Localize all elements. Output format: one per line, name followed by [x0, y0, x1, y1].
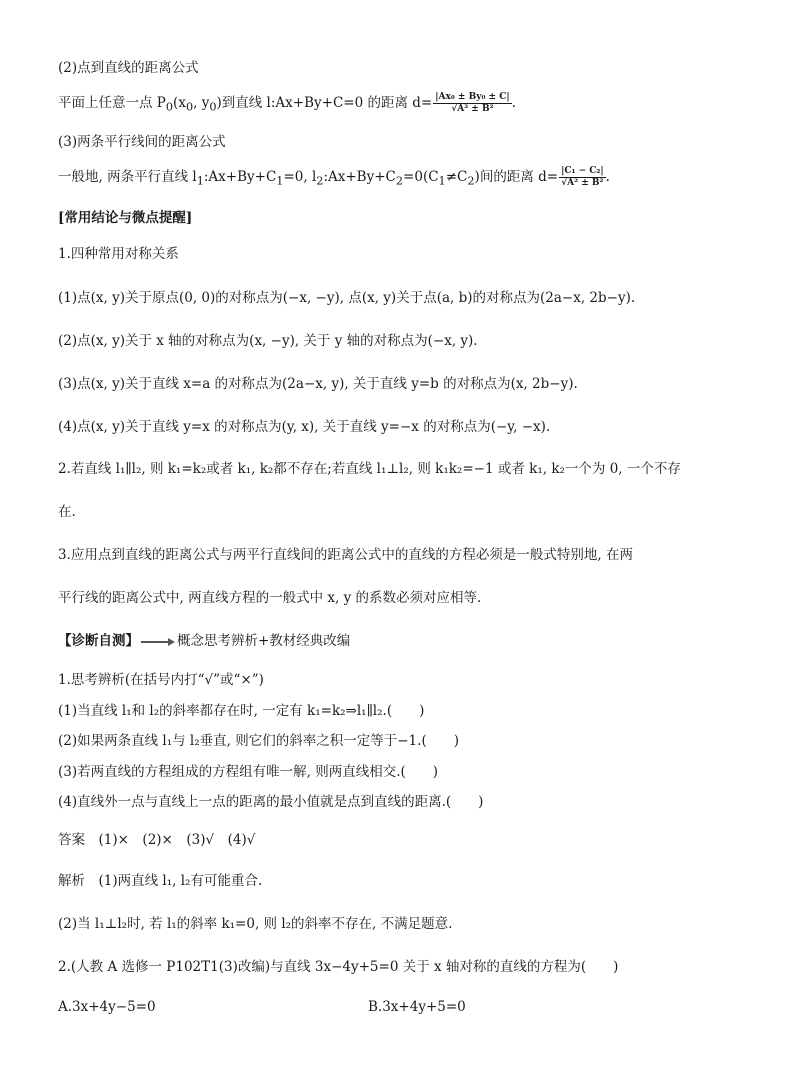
- analysis-line-2: (2)当 l₁⊥l₂时, 若 l₁的斜率 k₁=0, 则 l₂的斜率不存在, 不满足题意.: [58, 916, 453, 932]
- text: )到直线 l:Ax+By+C=0 的距离 d=: [216, 95, 433, 111]
- parallel-perpendicular-rule: 2.若直线 l₁∥l₂, 则 k₁=k₂或者 k₁, k₂都不存在;若直线 l₁⊥l₂, 则 k₁k₂=−1 或者 k₁, k₂一个为 0, 一个不存: [58, 461, 681, 477]
- symmetry-item-1: (1)点(x, y)关于原点(0, 0)的对称点为(−x, −y), 点(x, y)关于点(a, b)的对称点为(2a−x, 2b−y).: [58, 290, 636, 306]
- text: )间的距离 d=: [474, 169, 559, 185]
- point-line-distance-formula: [58, 92, 516, 118]
- fraction-numerator: |C₁ − C₂|: [561, 166, 604, 176]
- subscript: 2: [395, 174, 404, 188]
- symmetry-heading: 1.四种常用对称关系: [58, 246, 179, 262]
- text: .: [511, 95, 516, 111]
- text: :Ax+By+C: [203, 169, 277, 185]
- answer-line: 答案 (1)× (2)× (3)√ (4)√: [58, 832, 256, 848]
- text: , y: [193, 95, 210, 111]
- subscript: 0: [185, 100, 194, 114]
- question-1-title: 1.思考辨析(在括号内打“√”或“×”): [58, 672, 264, 688]
- question-2: 2.(人教 A 选修一 P102T1(3)改编)与直线 3x−4y+5=0 关于 x 轴对称的直线的方程为( ): [58, 959, 619, 975]
- subscript: 1: [438, 174, 446, 188]
- subscript: 2: [467, 174, 475, 188]
- text: =0(C: [403, 169, 439, 185]
- section-heading-point-line-distance: (2)点到直线的距离公式: [58, 60, 199, 76]
- section-heading-parallel-lines-distance: (3)两条平行线间的距离公式: [58, 134, 226, 150]
- distance-fraction: [559, 166, 606, 189]
- fraction-denominator: √A² ± B²: [451, 104, 494, 114]
- text: =0, l: [283, 169, 317, 185]
- text: :Ax+By+C: [323, 169, 396, 185]
- text: (x: [173, 95, 186, 111]
- analysis-line-1: 解析 (1)两直线 l₁, l₂有可能重合.: [58, 873, 263, 889]
- fraction-numerator: |Ax₀ ± By₀ ± C|: [435, 92, 510, 102]
- fraction-denominator: √A² ± B²: [561, 178, 604, 188]
- common-conclusions-heading: [常用结论与微点提醒]: [58, 210, 193, 226]
- arrow-shaft: [141, 641, 169, 643]
- option-a: A.3x+4y−5=0: [58, 999, 156, 1015]
- text: ≠C: [445, 169, 468, 185]
- general-form-note: 3.应用点到直线的距离公式与两平行直线间的距离公式中的直线的方程必须是一般式特别地, 在两: [58, 547, 633, 563]
- diagnostic-title: 【诊断自测】: [58, 633, 139, 649]
- option-b: B.3x+4y+5=0: [368, 999, 466, 1015]
- question-1-item-2: (2)如果两条直线 l₁与 l₂垂直, 则它们的斜率之积一定等于−1.( ): [58, 733, 459, 749]
- parallel-lines-distance-formula: [58, 166, 610, 192]
- subscript: 0: [209, 100, 217, 114]
- text: .: [605, 169, 610, 185]
- subscript: 1: [196, 174, 204, 188]
- parallel-perpendicular-rule-cont: 在.: [58, 504, 76, 520]
- subscript: 1: [276, 174, 284, 188]
- symmetry-item-4: (4)点(x, y)关于直线 y=x 的对称点为(y, x), 关于直线 y=−x 的对称点为(−y, −x).: [58, 419, 551, 435]
- symmetry-item-2: (2)点(x, y)关于 x 轴的对称点为(x, −y), 关于 y 轴的对称点为(−x, y).: [58, 333, 478, 349]
- diagnostic-subtitle: 概念思考辨析+教材经典改编: [177, 633, 351, 649]
- arrow-right-icon: [141, 637, 175, 647]
- text: 一般地, 两条平行直线 l: [58, 169, 197, 185]
- subscript: 2: [316, 174, 324, 188]
- question-1-item-4: (4)直线外一点与直线上一点的距离的最小值就是点到直线的距离.( ): [58, 794, 484, 810]
- text: 平面上任意一点 P: [58, 95, 166, 111]
- general-form-note-cont: 平行线的距离公式中, 两直线方程的一般式中 x, y 的系数必须对应相等.: [58, 590, 482, 606]
- symmetry-item-3: (3)点(x, y)关于直线 x=a 的对称点为(2a−x, y), 关于直线 y=b 的对称点为(x, 2b−y).: [58, 376, 578, 392]
- distance-fraction: [433, 92, 511, 115]
- question-1-item-1: (1)当直线 l₁和 l₂的斜率都存在时, 一定有 k₁=k₂⇒l₁∥l₂.( ): [58, 703, 425, 719]
- subscript: 0: [165, 100, 174, 114]
- question-1-item-3: (3)若两直线的方程组成的方程组有唯一解, 则两直线相交.( ): [58, 764, 439, 780]
- arrow-head: [168, 638, 175, 646]
- diagnostic-header: [58, 631, 350, 651]
